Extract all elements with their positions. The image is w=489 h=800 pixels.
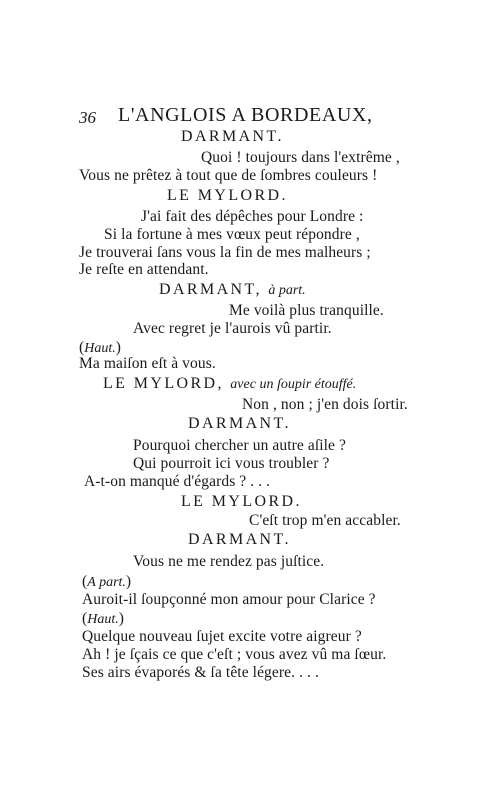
speaker-darmant: DARMANT.	[188, 415, 291, 432]
speaker-le-mylord-sigh	[103, 374, 356, 395]
stage-direction: Haut.	[87, 612, 119, 627]
verse-line: A-t-on manqué d'égards ? . . .	[84, 473, 271, 490]
stage-direction-line: (A part.)	[82, 573, 132, 590]
stage-direction: A part.	[87, 575, 126, 590]
verse-line: Non , non ; j'en dois ſortir.	[242, 396, 408, 413]
stage-direction-line: (Haut.)	[79, 339, 122, 356]
speaker-le-mylord: LE MYLORD.	[181, 493, 302, 510]
verse-line: Je reſte en attendant.	[79, 261, 209, 278]
verse-line: Vous ne me rendez pas juſtice.	[133, 553, 325, 570]
verse-line: Je trouverai ſans vous la fin de mes malheurs ;	[79, 244, 371, 261]
speaker-darmant-aside	[159, 280, 306, 301]
verse-line: Vous ne prêtez à tout que de ſombres couleurs !	[79, 167, 378, 184]
verse-line: Qui pourroit ici vous troubler ?	[133, 455, 330, 472]
speaker-le-mylord: LE MYLORD.	[167, 187, 288, 204]
verse-line: Avec regret je l'aurois vû partir.	[133, 320, 332, 337]
verse-line: Ah ! je ſçais ce que c'eſt ; vous avez vû ma ſœur.	[82, 646, 387, 663]
verse-line: Si la fortune à mes vœux peut répondre ,	[104, 226, 360, 243]
speaker-darmant: DARMANT.	[188, 531, 291, 548]
verse-line: Me voilà plus tranquille.	[229, 302, 384, 319]
running-title: L'ANGLOIS A BORDEAUX,	[118, 104, 373, 126]
stage-direction: Haut.	[84, 341, 116, 356]
verse-line: Quoi ! toujours dans l'extrême ,	[201, 149, 400, 166]
verse-line: Ses airs évaporés & ſa tête légere. . . .	[82, 664, 319, 681]
speaker-darmant: DARMANT.	[181, 128, 284, 145]
speaker-name: LE MYLORD,	[103, 375, 224, 392]
verse-line: Auroit-il ſoupçonné mon amour pour Clarice ?	[82, 591, 376, 608]
stage-direction-line: (Haut.)	[82, 610, 125, 627]
verse-line: Ma maiſon eſt à vous.	[79, 355, 216, 372]
verse-line: J'ai fait des dépêches pour Londre :	[141, 208, 364, 225]
verse-line: Pourquoi chercher un autre aſile ?	[133, 437, 346, 454]
verse-line: Quelque nouveau ſujet excite votre aigreur ?	[82, 628, 362, 645]
page-number: 36	[79, 108, 96, 127]
verse-line: C'eſt trop m'en accabler.	[249, 512, 401, 529]
stage-direction: à part.	[268, 283, 306, 298]
speaker-name: DARMANT,	[159, 281, 262, 298]
stage-direction: avec un ſoupir étouffé.	[230, 377, 357, 392]
